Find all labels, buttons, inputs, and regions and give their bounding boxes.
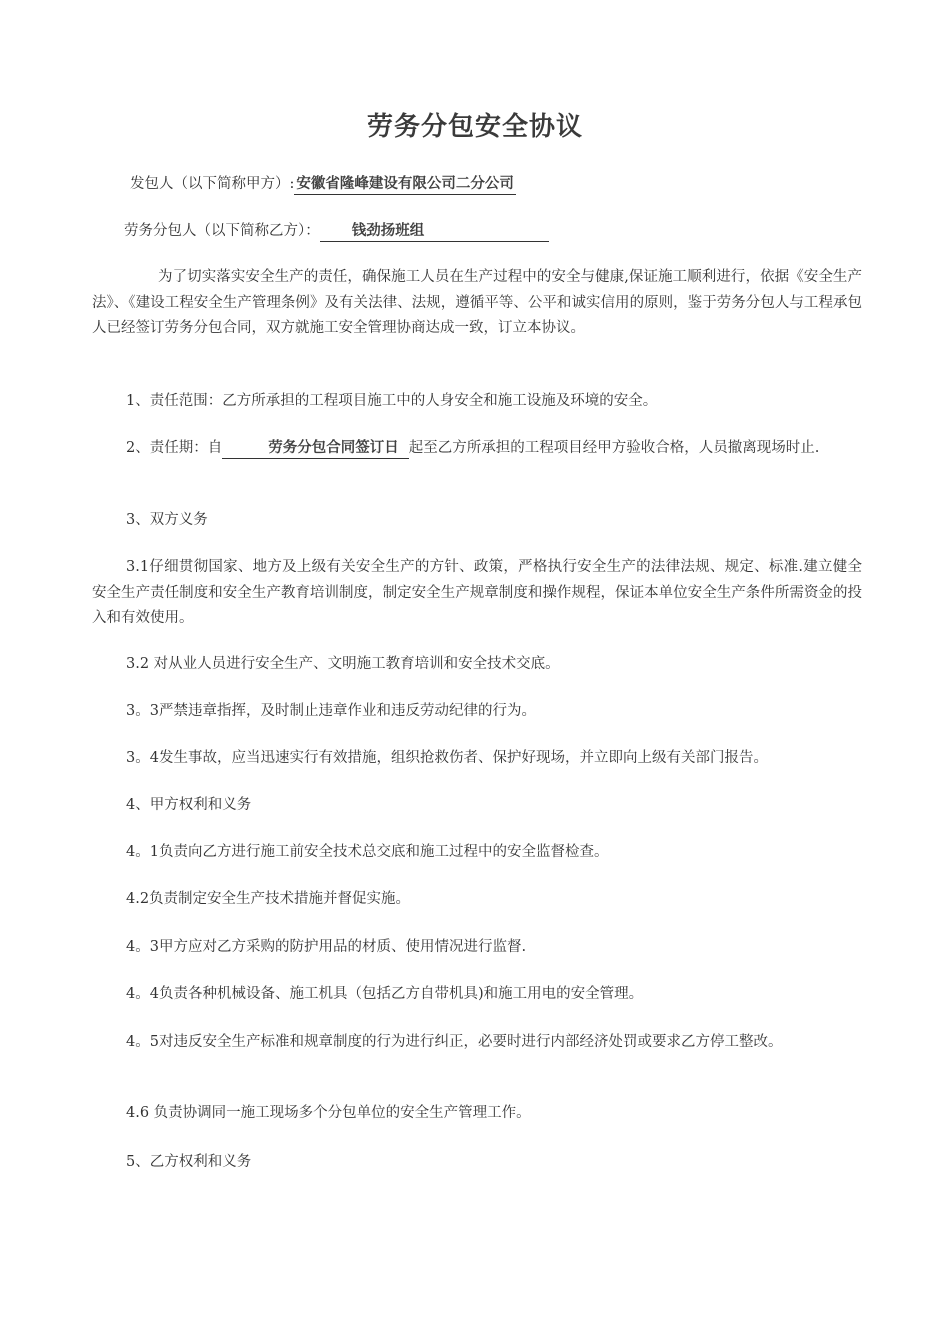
- clause-3-2: 3.2 对从业人员进行安全生产、文明施工教育培训和安全技术交底。: [126, 656, 560, 672]
- intro-paragraph: 为了切实落实安全生产的责任，确保施工人员在生产过程中的安全与健康,保证施工顺利进行，依据《安全生产法》、《建设工程安全生产管理条例》及有关法律、法规，遵循平等、公平和诚实信用的原则，鉴于劳务分包人与工程承包人已经签订劳务分包合同，双方就施工安全管理协商达成一致，订立本协议。: [92, 269, 862, 336]
- clause-3-3: 3。3严禁违章指挥，及时制止违章作业和违反劳动纪律的行为。: [126, 703, 536, 719]
- clause-5-heading: 5、乙方权利和义务: [126, 1154, 252, 1170]
- clause-4-6: 4.6 负责协调同一施工现场多个分包单位的安全生产管理工作。: [126, 1105, 531, 1121]
- clause-4-1: 4。1负责向乙方进行施工前安全技术总交底和施工过程中的安全监督检查。: [126, 844, 609, 860]
- page-title: 劳务分包安全协议: [366, 112, 583, 142]
- party-b-line: [124, 219, 894, 244]
- clause-3-heading: 3、双方义务: [126, 512, 208, 528]
- clause-1: 1、责任范围：乙方所承担的工程项目施工中的人身安全和施工设施及环境的安全。: [126, 393, 658, 409]
- clause-4-3: 4。3甲方应对乙方采购的防护用品的材质、使用情况进行监督.: [126, 939, 527, 955]
- party-b-value: 钱劲扬班组: [320, 222, 549, 242]
- party-b-label: 劳务分包人（以下简称乙方）：: [124, 223, 320, 239]
- clause-4-2: 4.2负责制定安全生产技术措施并督促实施。: [126, 891, 411, 907]
- clause-2-term: 劳务分包合同签订日: [222, 439, 409, 459]
- party-a-value: 安徽省隆峰建设有限公司二分公司: [294, 175, 516, 195]
- clause-3-4: 3。4发生事故，应当迅速实行有效措施，组织抢救伤者、保护好现场，并立即向上级有关部门报告。: [126, 750, 768, 766]
- clause-4-4: 4。4负责各种机械设备、施工机具（包括乙方自带机具)和施工用电的安全管理。: [126, 986, 644, 1002]
- party-a-line: [130, 172, 900, 197]
- party-a-label: 发包人（以下简称甲方）:: [130, 176, 295, 192]
- clause-4-heading: 4、甲方权利和义务: [126, 797, 252, 813]
- clause-2: 2、责任期：自 劳务分包合同签订日 起至乙方所承担的工程项目经甲方验收合格，人员撤离现场时止.: [92, 436, 862, 462]
- clause-4-5: 4。5对违反安全生产标准和规章制度的行为进行纠正，必要时进行内部经济处罚或要求乙方停工整改。: [126, 1034, 783, 1050]
- clause-3-1: 3.1仔细贯彻国家、地方及上级有关安全生产的方针、政策，严格执行安全生产的法律法规、规定、标准.建立健全安全生产责任制度和安全生产教育培训制度，制定安全生产规章制度和操作规程，保证本单位安全生产条件所需资金的投入和有效使用。: [92, 559, 862, 626]
